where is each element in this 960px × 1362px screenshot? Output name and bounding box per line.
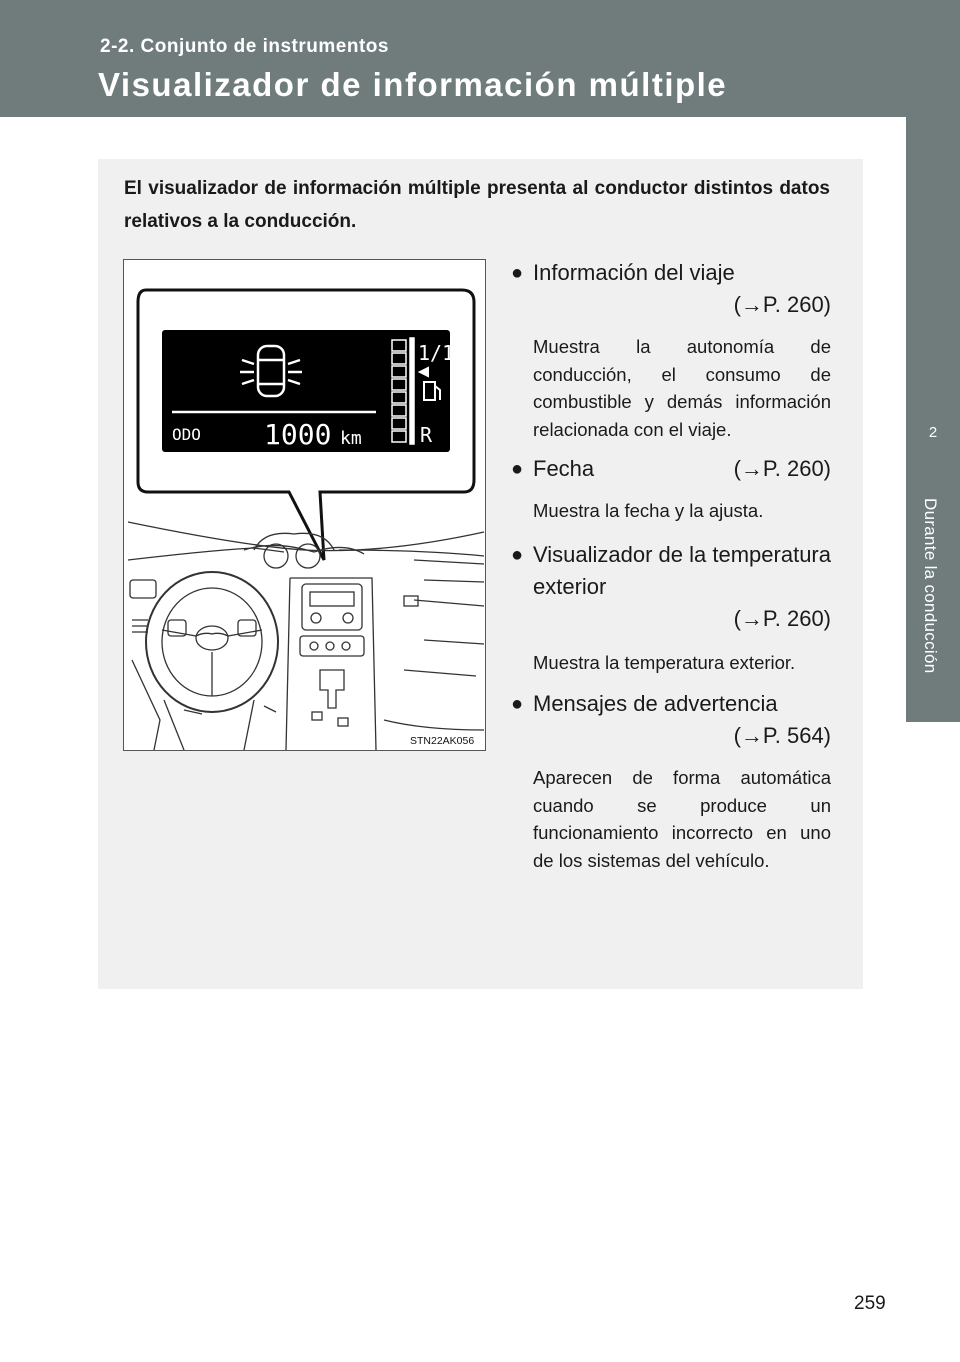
chapter-tab[interactable] [906,390,960,722]
item-title: Información del viaje [533,260,735,285]
item-title: Fecha [533,456,595,481]
item-title: Visualizador de la temperatura exterior [533,541,831,599]
item-description: Muestra la temperatura exterior. [533,651,796,673]
page-title: Visualizador de información múltiple [98,66,728,103]
odo-label: ODO [172,425,201,444]
intro-text: El visualizador de información múltiple presenta al conductor distintos datos relativos a la conducción. [124,178,830,232]
list-item [511,453,831,525]
page-reference-link[interactable]: (→P. 260) [733,605,831,631]
item-description: Muestra la autonomía de conducción, el consumo de combustible y demás información relacionada con el viaje. [533,336,831,440]
list-item [511,539,831,677]
list-item [511,257,831,443]
bullet-icon: ● [511,693,524,715]
dashboard-drawing [128,522,484,750]
figure-code: STN22AK056 [410,735,475,747]
section-header [0,0,906,117]
page-reference-link[interactable]: (→P. 564) [733,723,831,748]
page-reference-link[interactable]: (→P. 260) [733,292,831,317]
bullet-icon: ● [511,543,524,566]
page-number: 259 [854,1293,886,1314]
fuel-empty-label: R [420,423,433,447]
dashboard-illustration [123,259,486,751]
odo-unit: km [340,428,362,449]
odo-value: 1000 [264,418,332,451]
feature-list [511,257,831,874]
fuel-full-label: 1/1 [418,341,455,365]
item-description: Aparecen de forma automática cuando se produce un funcionamiento incorrecto en uno de los sistemas del vehículo. [533,767,831,871]
chapter-label: Durante la conducción [921,498,940,674]
chapter-number: 2 [928,424,938,441]
bullet-icon: ● [511,262,524,284]
item-title: Mensajes de advertencia [533,691,778,716]
side-bar [906,0,960,390]
list-item [511,688,831,874]
subsection-title: 2-2. Conjunto de instrumentos [100,36,389,57]
page-reference-link[interactable]: (→P. 260) [733,456,831,481]
item-description: Muestra la fecha y la ajusta. [533,500,764,521]
bullet-icon: ● [511,458,524,480]
